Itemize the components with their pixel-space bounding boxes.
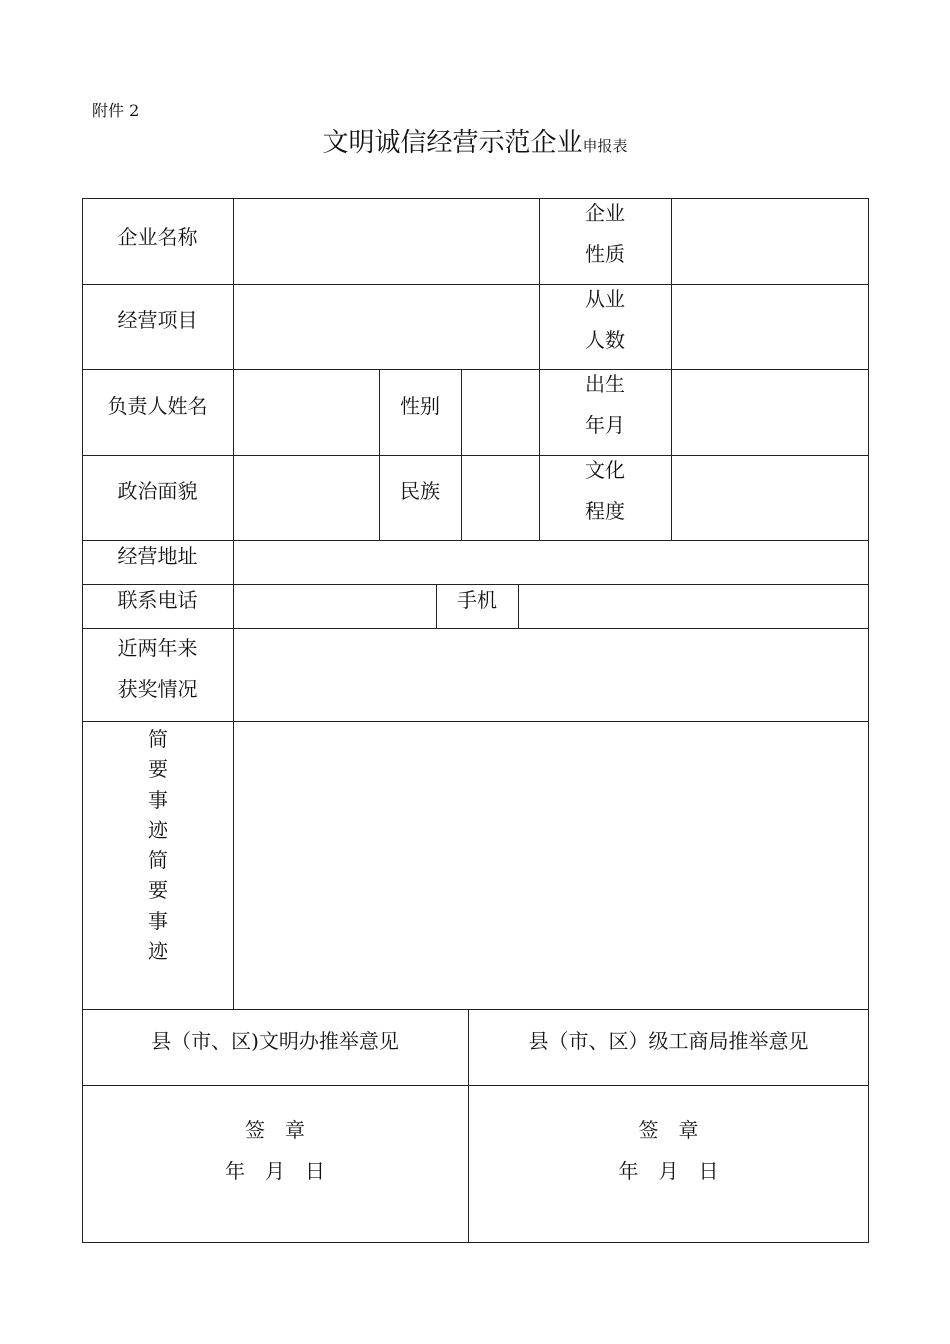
row-divider [82,721,869,722]
label-ethnicity: 民族 [400,479,440,503]
label-gender: 性别 [400,394,440,418]
page-title [0,122,950,159]
col-divider [461,369,462,540]
label-summary: 简 要 事 迹 简 要 事 迹 [148,727,168,964]
sign-left: 签 章 年 月 日 [225,1118,325,1183]
label-company-nature: 企业 性质 [585,201,625,266]
label-address: 经营地址 [117,544,198,568]
label-birth: 出生 年月 [585,372,625,437]
col-divider [233,198,234,1009]
label-awards: 近两年来 获奖情况 [117,636,198,701]
title-suffix: 申报表 [582,137,628,155]
row-divider [82,1009,869,1010]
attachment-label: 附件 2 [92,101,140,120]
label-phone: 联系电话 [117,588,198,612]
label-county-civil-office: 县（市、区)文明办推举意见 [151,1029,399,1053]
row-divider [82,455,869,456]
row-divider [82,369,869,370]
col-divider [671,198,672,540]
label-education: 文化 程度 [585,458,625,523]
col-divider [379,369,380,540]
label-political: 政治面貌 [117,479,198,503]
label-county-bureau: 县（市、区）级工商局推举意见 [528,1029,809,1053]
row-divider [82,584,869,585]
label-employees: 从业 人数 [585,287,625,352]
sign-right: 签 章 年 月 日 [618,1118,719,1183]
row-divider [82,1085,869,1086]
col-divider [518,584,519,628]
row-divider [82,540,869,541]
row-divider [82,284,869,285]
label-company-name: 企业名称 [117,225,198,249]
label-business-items: 经营项目 [117,308,198,332]
title-main: 文明诚信经营示范企业 [322,128,583,158]
label-leader-name: 负责人姓名 [107,394,208,418]
label-mobile: 手机 [457,588,497,612]
